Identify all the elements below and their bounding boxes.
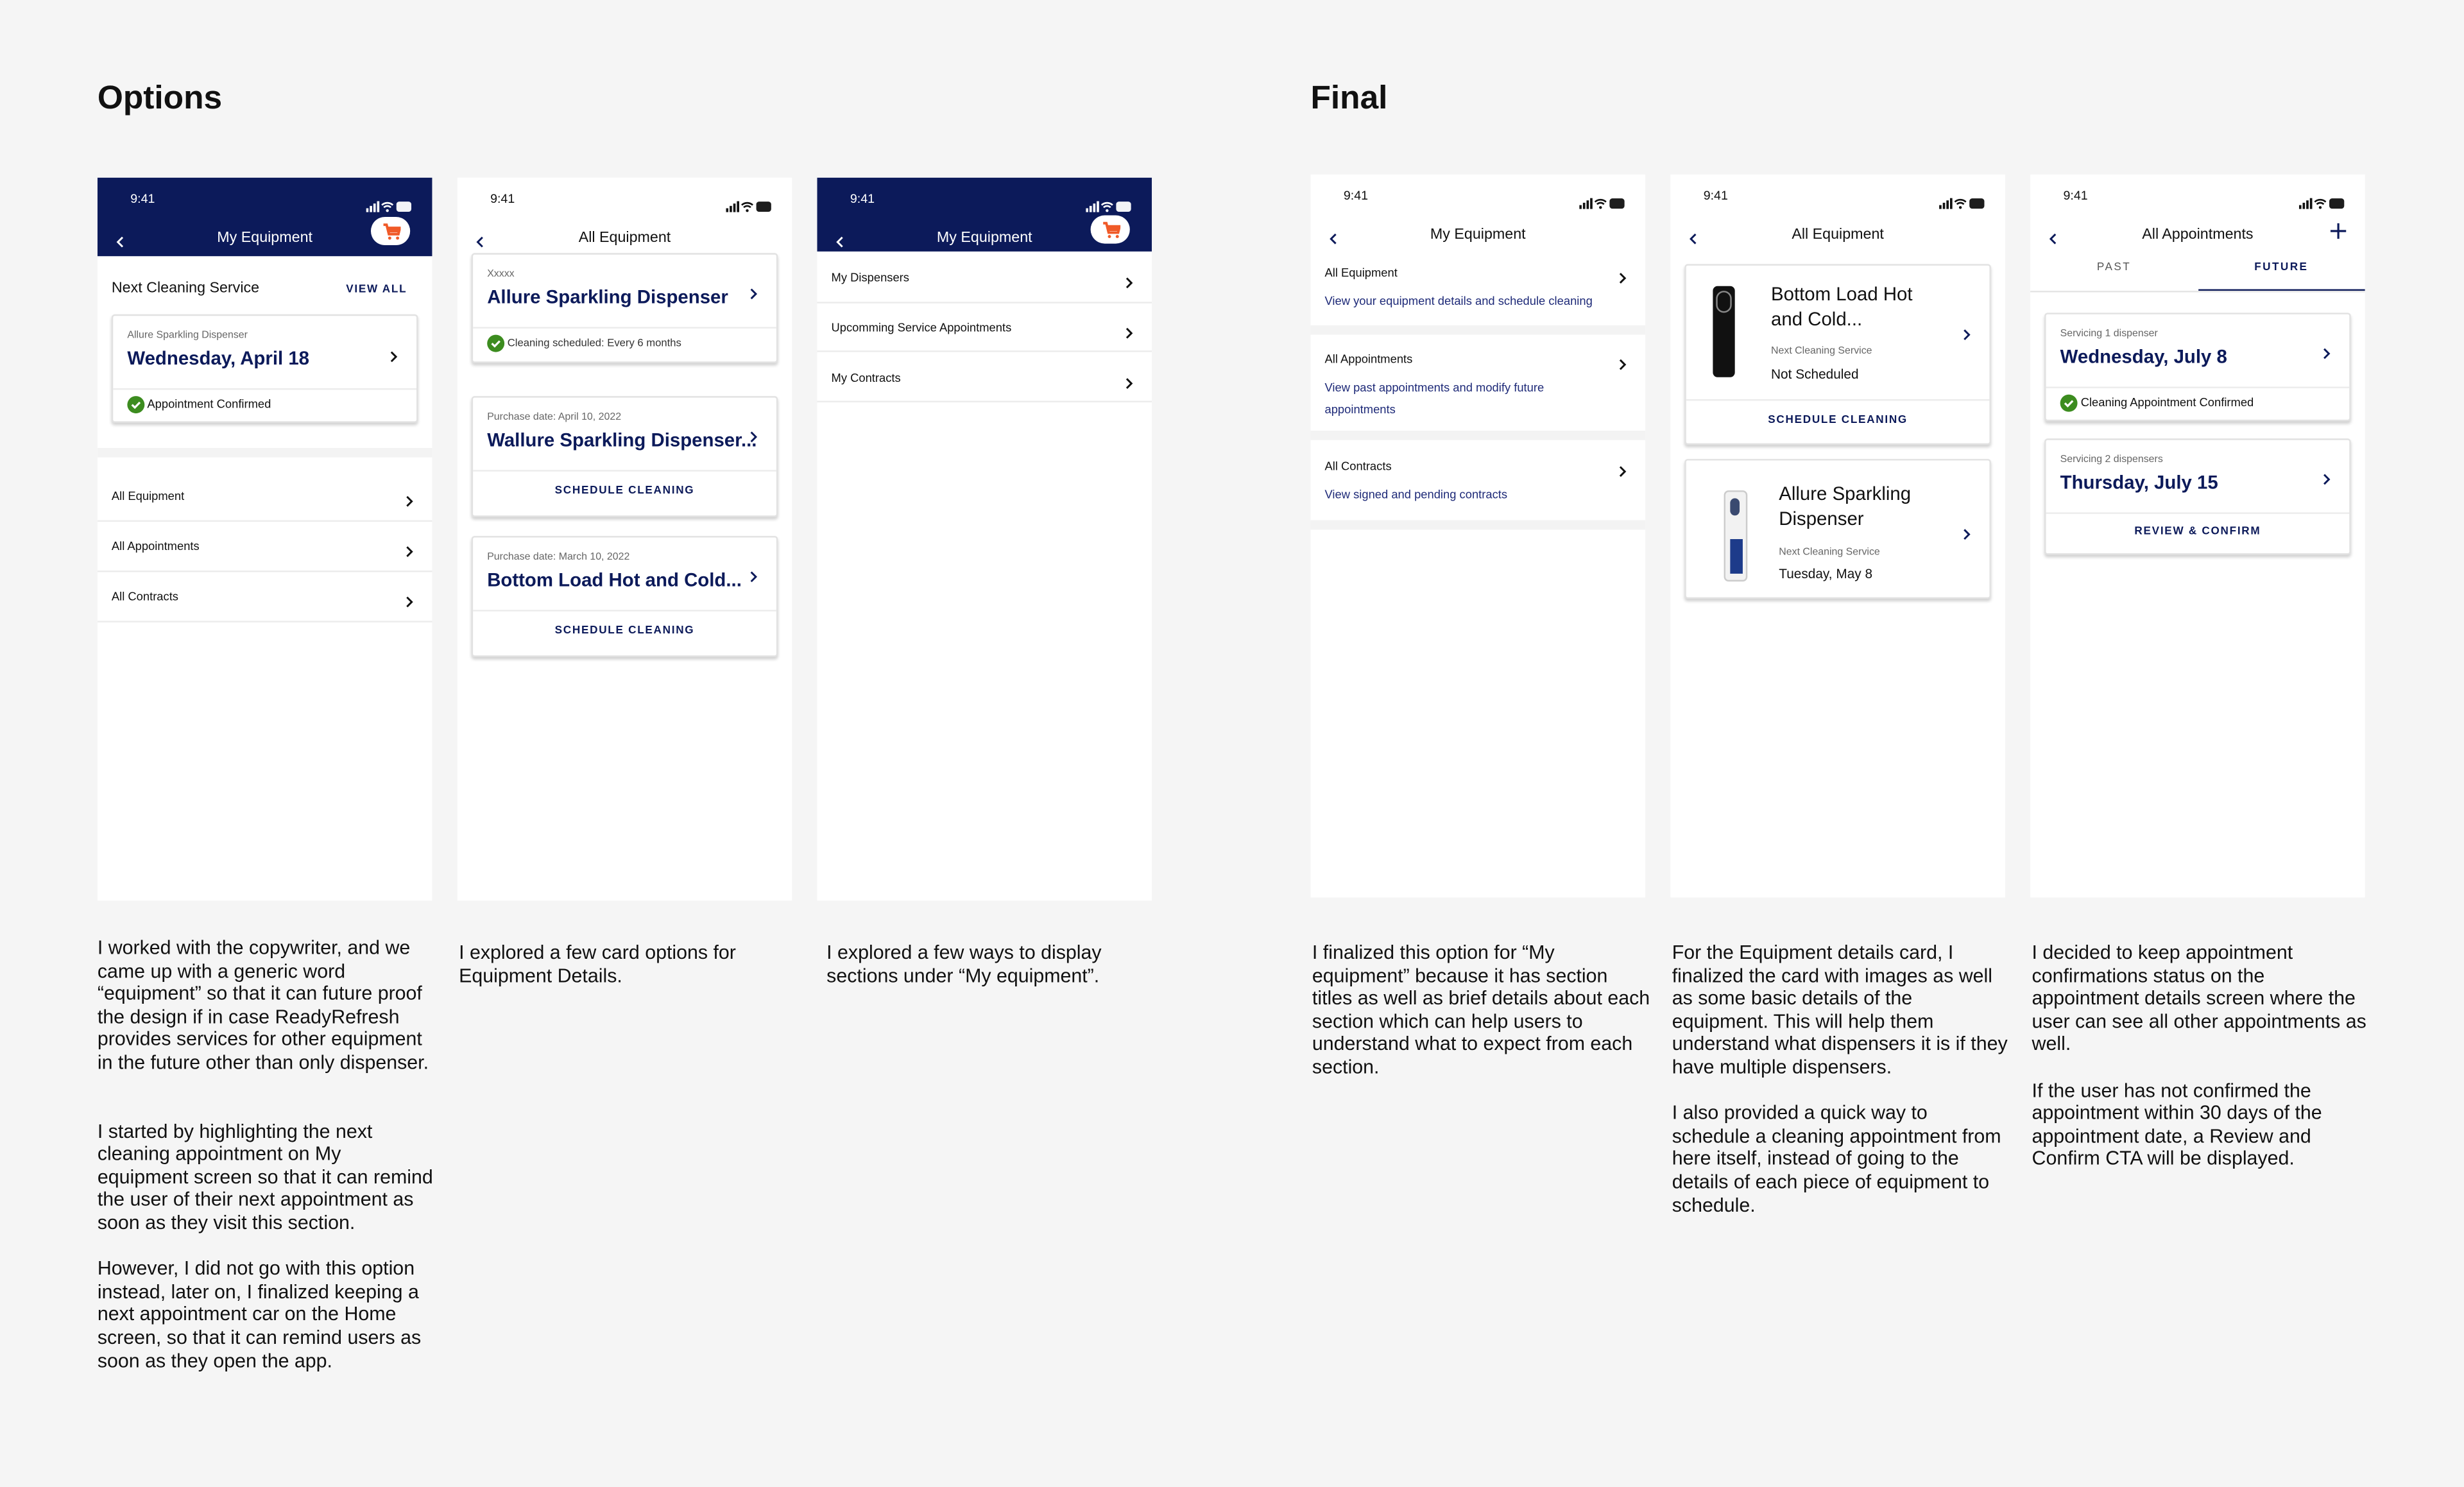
caption-option1 — [98, 937, 436, 1395]
status-time: 9:41 — [490, 191, 515, 206]
status-icons — [1579, 189, 1626, 217]
card-subtitle: Xxxxx — [487, 268, 515, 280]
screen-title: All Equipment — [578, 229, 671, 247]
section-title: All Appointments — [1324, 352, 1413, 366]
status-icons — [726, 192, 773, 220]
section-title: Next Cleaning Service — [111, 279, 260, 297]
tab-past[interactable]: PAST — [2096, 262, 2132, 274]
schedule-cleaning-button[interactable]: SCHEDULE CLEANING — [1768, 415, 1908, 426]
card-status: Cleaning scheduled: Every 6 months — [507, 338, 681, 350]
card-name: Bottom Load Hot and Cold... — [487, 569, 742, 591]
card-name: Bottom Load Hot and Cold... — [1771, 282, 1913, 331]
section-desc: View your equipment details and schedule cleaning — [1324, 293, 1593, 309]
list-item-all-appointments[interactable]: All Appointments — [111, 539, 200, 554]
cart-icon — [381, 223, 400, 240]
caption-paragraph: For the Equipment details card, I finalized the card with images as well as some basic details of the equipment. This will help them understand what dispensers it is if they have multiple dispensers. — [1672, 941, 2008, 1078]
cart-icon — [1101, 221, 1120, 238]
list-item-my-contracts[interactable]: My Contracts — [831, 370, 901, 386]
status-time: 9:41 — [1343, 188, 1369, 203]
appointment-card[interactable] — [2044, 313, 2351, 421]
screen-title: All Appointments — [2142, 226, 2254, 244]
caption-option3 — [826, 941, 1165, 1010]
chevron-right-icon — [1963, 520, 1971, 549]
final-phone-my-equipment — [1310, 175, 1645, 898]
cart-button[interactable] — [371, 217, 410, 245]
status-time: 9:41 — [2063, 188, 2088, 203]
section-desc: View signed and pending contracts — [1324, 487, 1508, 502]
card-name: Allure Sparkling Dispenser — [1779, 482, 1912, 530]
chevron-right-icon — [1618, 458, 1626, 486]
status-bar — [1310, 175, 1645, 219]
screen-title: All Equipment — [1792, 226, 1884, 244]
equipment-card[interactable] — [1684, 459, 1991, 599]
check-circle-icon — [2060, 395, 2078, 412]
list-item-all-contracts[interactable]: All Contracts — [111, 589, 178, 604]
option2-phone-all-equipment — [458, 178, 792, 901]
status-icons — [1939, 189, 1986, 217]
card-subtitle: Servicing 1 dispenser — [2060, 328, 2158, 340]
option1-phone-my-equipment — [98, 178, 432, 901]
status-time: 9:41 — [130, 191, 155, 206]
caption-final1 — [1312, 941, 1650, 1102]
screen-title: My Equipment — [936, 229, 1032, 247]
status-icons — [366, 192, 413, 220]
chevron-right-icon — [749, 423, 757, 451]
tab-future[interactable]: FUTURE — [2198, 256, 2365, 291]
dispenser-image-white — [1724, 490, 1748, 581]
card-subtitle: Purchase date: April 10, 2022 — [487, 411, 622, 423]
chevron-right-icon — [749, 280, 757, 308]
caption-paragraph: If the user has not confirmed the appointment within 30 days of the appointment date, a Review and Confirm CTA will be displayed. — [2032, 1079, 2322, 1170]
section-all-contracts[interactable] — [1310, 440, 1645, 519]
appointment-card[interactable] — [2044, 438, 2351, 554]
card-name: Allure Sparkling Dispenser — [487, 286, 728, 309]
section-all-appointments[interactable] — [1310, 335, 1645, 429]
chevron-right-icon — [406, 538, 413, 566]
list-item-upcoming-appointments[interactable]: Upcomming Service Appointments — [831, 320, 1012, 335]
chevron-right-icon — [1618, 350, 1626, 379]
schedule-cleaning-button[interactable]: SCHEDULE CLEANING — [554, 625, 695, 637]
equipment-card[interactable] — [1684, 264, 1991, 445]
chevron-right-icon — [406, 588, 413, 616]
caption-paragraph: I also provided a quick way to schedule a cleaning appointment from here itself, instead of going to the details of each piece of equipment to schedule. — [1672, 1102, 2001, 1216]
status-bar — [2030, 175, 2365, 219]
caption-paragraph: I explored a few ways to display sections under “My equipment”. — [826, 941, 1102, 986]
final-phone-all-appointments — [2030, 175, 2365, 898]
section-title: All Equipment — [1324, 265, 1398, 280]
status-time: 9:41 — [1703, 188, 1728, 203]
status-bar — [98, 178, 432, 222]
card-name: Wallure Sparkling Dispenser... — [487, 429, 757, 451]
caption-final2 — [1672, 941, 2010, 1240]
caption-option2 — [459, 941, 797, 1010]
list-item-my-dispensers[interactable]: My Dispensers — [831, 270, 910, 285]
caption-paragraph: I finalized this option for “My equipment” because it has section titles as well as brief details about each section which can help users to understand what to expect from each section. — [1312, 941, 1650, 1078]
option3-phone-my-equipment — [817, 178, 1152, 901]
section-title: All Contracts — [1324, 459, 1392, 474]
chevron-right-icon — [2323, 340, 2331, 368]
chevron-right-icon — [1125, 370, 1133, 398]
chevron-right-icon — [406, 487, 413, 515]
card-label: Next Cleaning Service — [1771, 345, 1872, 357]
chevron-right-icon — [1618, 264, 1626, 292]
screen-title: My Equipment — [1430, 226, 1526, 244]
section-all-equipment[interactable] — [1310, 253, 1645, 323]
check-circle-icon — [127, 396, 144, 413]
check-circle-icon — [487, 335, 504, 352]
card-value: Tuesday, May 8 — [1779, 565, 1873, 582]
list-item-all-equipment[interactable]: All Equipment — [111, 488, 185, 503]
final-heading: Final — [1310, 80, 1388, 117]
dispenser-image-black — [1713, 286, 1734, 377]
status-bar — [458, 178, 792, 222]
final-phone-all-equipment — [1670, 175, 2005, 898]
chevron-right-icon — [1125, 269, 1133, 297]
add-icon[interactable] — [2331, 223, 2346, 239]
equipment-card[interactable] — [472, 396, 778, 517]
cart-button[interactable] — [1091, 216, 1130, 244]
chevron-right-icon — [1125, 319, 1133, 347]
schedule-cleaning-button[interactable]: SCHEDULE CLEANING — [554, 485, 695, 497]
caption-paragraph: I decided to keep appointment confirmations status on the appointment details screen where the user can see all other appointments as well. — [2032, 941, 2366, 1056]
next-cleaning-card[interactable] — [112, 314, 418, 423]
review-confirm-button[interactable]: REVIEW & CONFIRM — [2134, 526, 2261, 538]
view-all-link[interactable]: VIEW ALL — [346, 284, 407, 296]
chevron-right-icon — [749, 563, 757, 591]
card-date: Thursday, July 15 — [2060, 471, 2218, 494]
card-status: Appointment Confirmed — [147, 397, 271, 411]
card-date: Wednesday, April 18 — [127, 347, 310, 370]
status-time: 9:41 — [850, 191, 875, 206]
caption-paragraph: I explored a few card options for Equipment Details. — [459, 941, 736, 986]
card-label: Next Cleaning Service — [1779, 547, 1880, 558]
card-value: Not Scheduled — [1771, 366, 1859, 382]
card-status: Cleaning Appointment Confirmed — [2080, 395, 2254, 409]
section-desc: View past appointments and modify future appointments — [1324, 380, 1544, 416]
equipment-card[interactable] — [472, 536, 778, 657]
chevron-right-icon — [389, 343, 397, 371]
chevron-right-icon — [1963, 321, 1971, 349]
card-subtitle: Purchase date: March 10, 2022 — [487, 551, 630, 563]
card-subtitle: Allure Sparkling Dispenser — [127, 330, 248, 341]
caption-paragraph: I worked with the copywriter, and we came up with a generic word “equipment” so that it can future proof the design if in case ReadyRefresh provides services for other equipment in the future other than only dispenser. — [97, 936, 429, 1074]
caption-paragraph: However, I did not go with this option instead, later on, I finalized keeping a next appointment car on the Home screen, so that it can remind users as soon as they open the app. — [97, 1257, 422, 1371]
card-date: Wednesday, July 8 — [2060, 345, 2227, 368]
options-heading: Options — [97, 80, 223, 117]
status-bar — [1670, 175, 2005, 219]
card-subtitle: Servicing 2 dispensers — [2060, 454, 2163, 465]
screen-title: My Equipment — [217, 229, 313, 247]
caption-paragraph: I started by highlighting the next cleaning appointment on My equipment screen so that it can remind the user of their next appointment as soon as they visit this section. — [97, 1120, 433, 1234]
chevron-right-icon — [2323, 465, 2331, 494]
equipment-card[interactable] — [472, 253, 778, 363]
caption-final3 — [2032, 941, 2370, 1194]
status-icons — [2299, 189, 2346, 217]
